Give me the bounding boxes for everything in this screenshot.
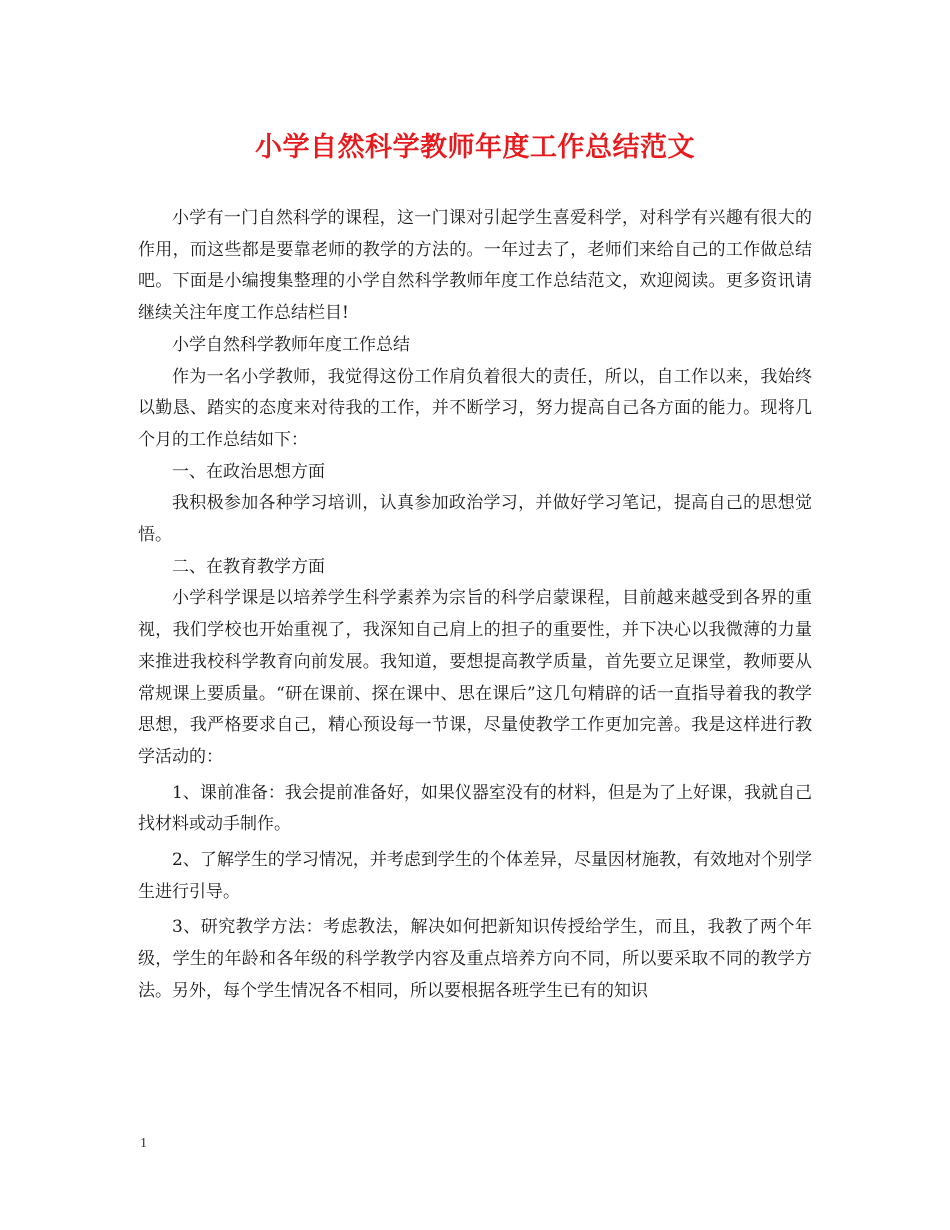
paragraph-teaching: 小学科学课是以培养学生科学素养为宗旨的科学启蒙课程，目前越来越受到各界的重视，我们学校也开始重视了，我深知自己肩上的担子的重要性，并下决心以我微薄的力量来推进我校科学教育向前发展。我知道，要想提高教学质量，首先要立足课堂，教师要从常规课上要质量。“研在课前、探在课中、思在课后”这几句精辟的话一直指导着我的教学思想，我严格要求自己，精心预设每一节课，尽量使教学工作更加完善。我是这样进行教学活动的： [138, 588, 812, 767]
section-heading-political: 一、在政治思想方面 [172, 461, 325, 482]
list-item-3: 3、研究教学方法：考虑教法，解决如何把新知识传授给学生，而且，我教了两个年级，学生的年龄和各年级的科学教学内容及重点培养方向不同，所以要采取不同的教学方法。另外，每个学生情况各不相同，所以要根据各班学生已有的知识 [138, 917, 812, 1001]
section-heading-teaching: 二、在教育教学方面 [172, 556, 325, 577]
paragraph-subtitle: 小学自然科学教师年度工作总结 [172, 334, 410, 355]
document-body [138, 203, 812, 1008]
list-item-2: 2、了解学生的学习情况，并考虑到学生的个体差异，尽量因材施教，有效地对个别学生进行引导。 [138, 850, 812, 902]
paragraph-political: 我积极参加各种学习培训，认真参加政治学习，并做好学习笔记，提高自己的思想觉悟。 [138, 493, 812, 546]
paragraph-intro: 小学有一门自然科学的课程，这一门课对引起学生喜爱科学，对科学有兴趣有很大的作用，而这些都是要靠老师的教学的方法的。一年过去了，老师们来给自己的工作做总结吧。下面是小编搜集整理的小学自然科学教师年度工作总结范文，欢迎阅读。更多资讯请继续关注年度工作总结栏目! [138, 208, 812, 324]
paragraph-opening: 作为一名小学教师，我觉得这份工作肩负着很大的责任，所以，自工作以来，我始终以勤恳、踏实的态度来对待我的工作，并不断学习，努力提高自己各方面的能力。现将几个月的工作总结如下： [138, 366, 812, 450]
document-title: 小学自然科学教师年度工作总结范文 [255, 132, 695, 163]
list-item-1: 1、课前准备：我会提前准备好，如果仪器室没有的材料，但是为了上好课，我就自己找材料或动手制作。 [138, 782, 812, 835]
page-number: 1 [140, 1136, 147, 1151]
